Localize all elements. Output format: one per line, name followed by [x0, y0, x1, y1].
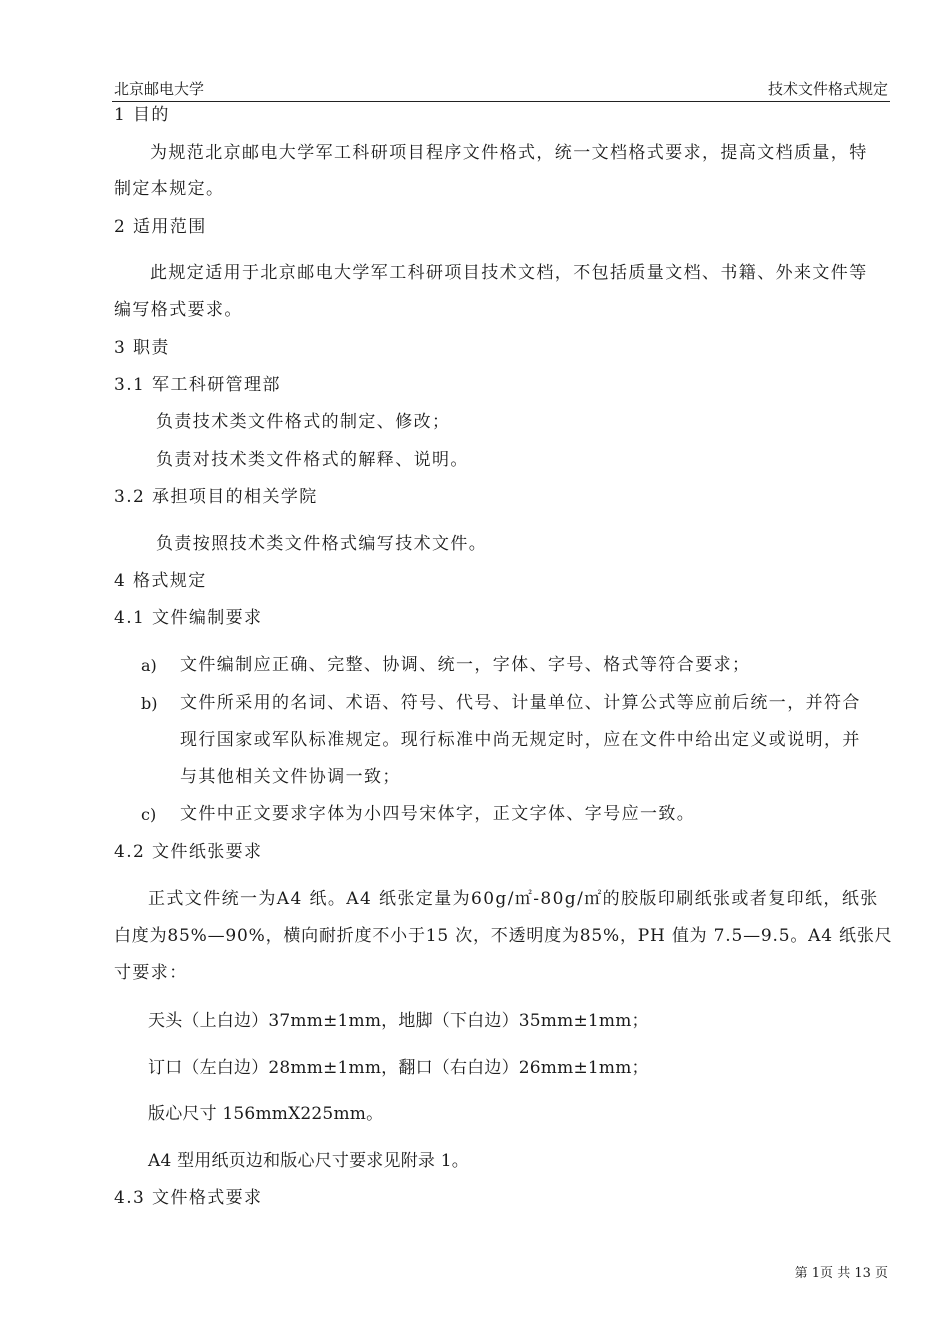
list-item-c-line-1: 文件中正文要求字体为小四号宋体字，正文字体、字号应一致。	[180, 804, 696, 824]
type-area-size: 版心尺寸 156mmX225mm。	[148, 1104, 384, 1124]
list-item-label: b)	[141, 694, 158, 713]
list-item-b-line-3: 与其他相关文件协调一致；	[180, 767, 401, 787]
list-item-a-line-1: 文件编制应正确、完整、协调、统一，字体、字号、格式等符合要求；	[180, 655, 751, 675]
section-4-2-paragraph-line-1: 正式文件统一为A4 纸。A4 纸张定量为60g/㎡-80g/㎡的胶版印刷纸张或者复印纸，纸张	[148, 889, 879, 909]
header-divider	[112, 101, 890, 102]
list-item-b-line-2: 现行国家或军队标准规定。现行标准中尚无规定时，应在文件中给出定义或说明，并	[180, 730, 861, 750]
section-3-1-heading: 3.1 军工科研管理部	[114, 375, 281, 395]
appendix-reference: A4 型用纸页边和版心尺寸要求见附录 1。	[148, 1151, 469, 1171]
section-1-heading: 1 目的	[114, 105, 170, 125]
section-4-1-heading: 4.1 文件编制要求	[114, 608, 263, 628]
section-3-heading: 3 职责	[114, 338, 170, 358]
section-1-paragraph-line-1: 为规范北京邮电大学军工科研项目程序文件格式，统一文档格式要求，提高文档质量，特	[150, 143, 868, 163]
section-4-2-heading: 4.2 文件纸张要求	[114, 842, 263, 862]
list-item-label: c)	[141, 805, 157, 824]
section-3-2-line-1: 负责按照技术类文件格式编写技术文件。	[156, 534, 488, 554]
section-4-2-paragraph-line-2: 白度为85%—90%，横向耐折度不小于15 次，不透明度为85%，PH 值为 7.5—9.5。A4 纸张尺	[114, 926, 893, 946]
list-item-label: a)	[141, 656, 157, 675]
margin-spec-top-bottom: 天头（上白边）37mm±1mm，地脚（下白边）35mm±1mm；	[148, 1011, 649, 1031]
page-number: 第 1页 共 13 页	[794, 1266, 888, 1281]
header-organization: 北京邮电大学	[114, 80, 205, 98]
header-document-title: 技术文件格式规定	[767, 80, 888, 98]
section-3-2-heading: 3.2 承担项目的相关学院	[114, 487, 318, 507]
section-3-1-line-2: 负责对技术类文件格式的解释、说明。	[156, 450, 469, 470]
section-3-1-line-1: 负责技术类文件格式的制定、修改；	[156, 412, 451, 432]
section-2-paragraph-line-1: 此规定适用于北京邮电大学军工科研项目技术文档，不包括质量文档、书籍、外来文件等	[150, 263, 868, 283]
section-1-paragraph-line-2: 制定本规定。	[114, 179, 225, 199]
section-2-heading: 2 适用范围	[114, 217, 207, 237]
section-2-paragraph-line-2: 编写格式要求。	[114, 300, 243, 320]
list-item-b-line-1: 文件所采用的名词、术语、符号、代号、计量单位、计算公式等应前后统一，并符合	[180, 693, 861, 713]
section-4-3-heading: 4.3 文件格式要求	[114, 1188, 263, 1208]
margin-spec-left-right: 订口（左白边）28mm±1mm，翻口（右白边）26mm±1mm；	[148, 1058, 649, 1078]
section-4-2-paragraph-line-3: 寸要求：	[114, 963, 188, 983]
section-4-heading: 4 格式规定	[114, 571, 207, 591]
